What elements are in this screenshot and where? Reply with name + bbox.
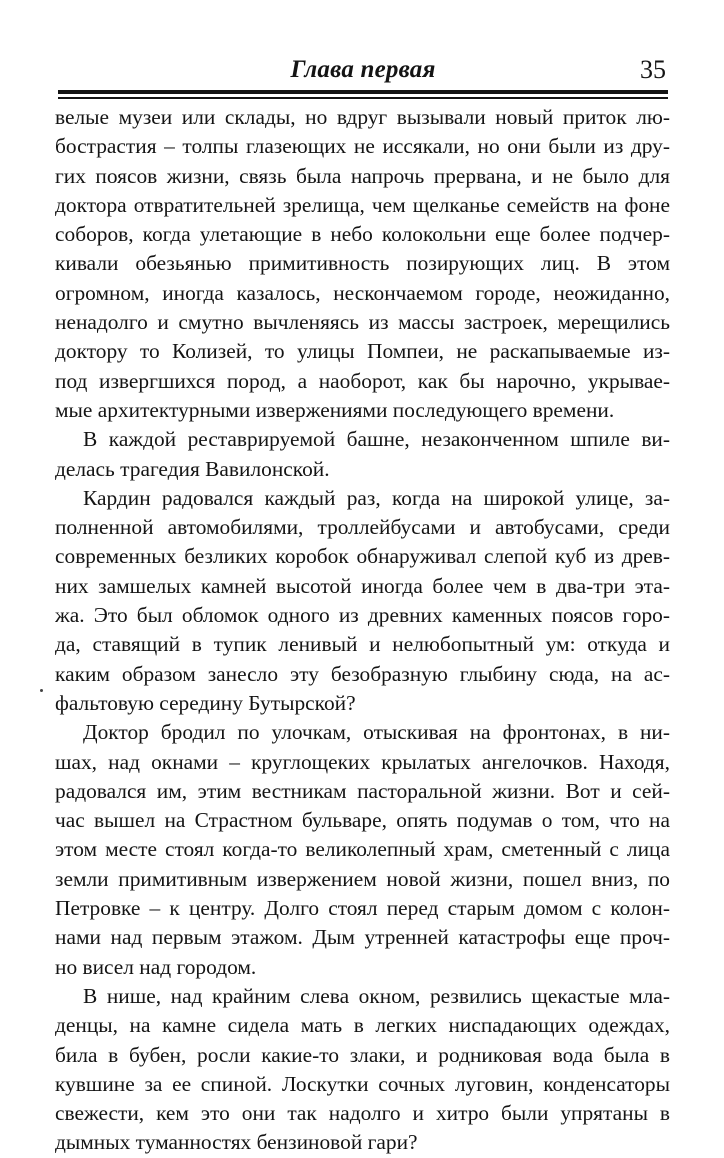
text-line: делась трагедия Вавилонской. <box>55 456 330 481</box>
text-line: но висел над городом. <box>55 954 257 979</box>
text-line: земли примитивным извержением новой жизни, пошел вниз, по <box>55 866 670 891</box>
paragraph <box>55 982 670 1158</box>
paragraph <box>55 425 670 484</box>
text-line: современных безликих коробок обнаруживал слепой куб из древ- <box>55 544 670 569</box>
text-line: ненадолго и смутно вычленяясь из массы застроек, мерещились <box>55 310 670 335</box>
text-line: денцы, на камне сидела мать в легких ниспадающих одеждах, <box>55 1013 670 1038</box>
paragraph <box>55 103 670 425</box>
text-line: под извергшихся пород, а наоборот, как бы нарочно, укрывае- <box>55 368 670 393</box>
paragraph <box>55 718 670 982</box>
text-line: огромном, иногда казалось, нескончаемом городе, неожиданно, <box>55 280 670 305</box>
text-line: них замшелых камней высотой иногда более чем в два-три эта- <box>55 573 670 598</box>
text-line: нами над первым этажом. Дым утренней катастрофы еще проч- <box>55 925 670 950</box>
text-line: бострастия – толпы глазеющих не иссякали, но они были из дру- <box>55 134 670 159</box>
text-line: В нише, над крайним слева окном, резвились щекастые мла- <box>83 983 670 1008</box>
text-line: да, ставящий в тупик ленивый и нелюбопытный ум: откуда и <box>55 632 670 657</box>
header-rule-thin <box>58 97 668 99</box>
text-line: этом месте стоял когда-то великолепный храм, сметенный с лица <box>55 837 670 862</box>
body-text <box>55 103 670 1158</box>
running-header <box>58 54 668 88</box>
chapter-title: Глава первая <box>290 56 436 83</box>
stray-ink-mark <box>40 689 43 692</box>
text-line: В каждой реставрируемой башне, незаконченном шпиле ви- <box>83 427 670 452</box>
page-number: 35 <box>640 55 666 84</box>
text-line: гих поясов жизни, связь была напрочь прервана, и не было для <box>55 163 670 188</box>
text-line: свежести, кем это они так надолго и хитро были упрятаны в <box>55 1101 670 1126</box>
text-line: каким образом занесло эту безобразную глыбину сюда, на ас- <box>55 661 670 686</box>
text-line: кивали обезьянью примитивность позирующих лиц. В этом <box>55 251 670 276</box>
text-line: Петровке – к центру. Долго стоял перед старым домом с колон- <box>55 896 670 921</box>
text-line: час вышел на Страстном бульваре, опять подумав о том, что на <box>55 808 670 833</box>
text-line: дымных туманностях бензиновой гари? <box>55 1130 418 1155</box>
text-line: радовался им, этим вестникам пасторальной жизни. Вот и сей- <box>55 778 670 803</box>
text-line: мые архитектурными извержениями последующего времени. <box>55 397 615 422</box>
paragraph <box>55 484 670 718</box>
text-line: фальтовую середину Бутырской? <box>55 690 356 715</box>
text-line: шах, над окнами – круглощеких крылатых ангелочков. Находя, <box>55 749 670 774</box>
text-line: велые музеи или склады, но вдруг вызывали новый приток лю- <box>55 105 670 129</box>
text-line: била в бубен, росли какие-то злаки, и родниковая вода была в <box>55 1042 670 1067</box>
text-line: соборов, когда улетающие в небо колокольни еще более подчер- <box>55 222 670 247</box>
header-rule-thick <box>58 90 668 94</box>
text-line: Кардин радовался каждый раз, когда на широкой улице, за- <box>83 485 670 510</box>
text-line: полненной автомобилями, троллейбусами и автобусами, среди <box>55 515 670 540</box>
text-line: кувшине за ее спиной. Лоскутки сочных луговин, конденсаторы <box>55 1071 670 1096</box>
text-line: Доктор бродил по улочкам, отыскивая на фронтонах, в ни- <box>83 720 670 745</box>
text-line: жа. Это был обломок одного из древних каменных поясов горо- <box>55 603 670 628</box>
text-line: доктору то Колизей, то улицы Помпеи, не раскапываемые из- <box>55 339 670 364</box>
text-line: доктора отвратительней зрелища, чем щелканье семейств на фоне <box>55 192 670 217</box>
